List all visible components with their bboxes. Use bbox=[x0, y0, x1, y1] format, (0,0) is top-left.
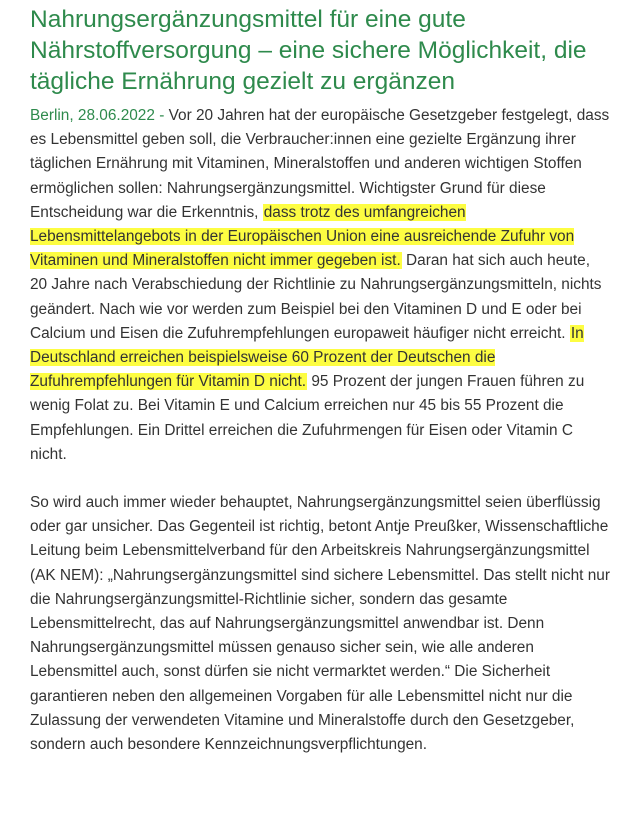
highlighted-text-1: dass trotz des umfangreichen Lebensmittelangebots in der Europäischen Union eine ausreichende Zufuhr von Vitaminen und Mineralstoffen nicht immer gegeben ist. bbox=[30, 203, 575, 270]
paragraph-1-text-b: Daran hat sich auch heute, 20 Jahre nach Verabschiedung der Richtlinie zu Nahrungsergänzungsmitteln, nichts geändert. Nach wie vor werden zum Beispiel bei den Vitaminen D und E oder bei Calcium und Eisen die Zufuhrempfehlungen europaweit häufiger nicht erreicht. bbox=[30, 252, 602, 342]
highlighted-text-2: In Deutschland erreichen beispielsweise 60 Prozent der Deutschen die Zufuhrempfehlungen für Vitamin D nicht. bbox=[30, 324, 584, 391]
paragraph-1-text-a: Vor 20 Jahren hat der europäische Gesetzgeber festgelegt, dass es Lebensmittel geben soll, die Verbraucher:innen eine gezielte Ergänzung ihrer täglichen Ernährung mit Vitaminen, Mineralstoffen und anderen wichtigen Stoffen ermöglichen sollen: Nahrungsergänzungsmittel. Wichtigster Grund für diese Entscheidung war die Erkenntnis, bbox=[30, 107, 610, 221]
paragraph-1-text-c: 95 Prozent der jungen Frauen führen zu wenig Folat zu. Bei Vitamin E und Calcium erreichen nur 45 bis 55 Prozent die Empfehlungen. Ein Drittel erreichen die Zufuhrmengen für Eisen oder Vitamin C nicht. bbox=[30, 373, 585, 463]
dateline: Berlin, 28.06.2022 - bbox=[30, 107, 165, 124]
article-paragraph-2: So wird auch immer wieder behauptet, Nahrungsergänzungsmittel seien überflüssig oder gar unsicher. Das Gegenteil ist richtig, betont Antje Preußker, Wissenschaftliche Leitung beim Lebensmittelverband für den Arbeitskreis Nahrungsergänzungsmittel (AK NEM): „Nahrungsergänzungsmittel sind sichere Lebensmittel. Das stellt nicht nur die Nahrungsergänzungsmittel-Richtlinie sicher, sondern das gesamte Lebensmittelrecht, das auf Nahrungsergänzungsmittel anwendbar ist. Denn Nahrungsergänzungsmittel müssen genauso sicher sein, wie alle anderen Lebensmittel auch, sonst dürfen sie nicht vermarktet werden.“ Die Sicherheit garantieren neben den allgemeinen Vorgaben für alle Lebensmittel nicht nur die Zulassung der verwendeten Vitamine und Mineralstoffe durch den Gesetzgeber, sondern auch besondere Kennzeichnungsverpflichtungen. bbox=[30, 494, 610, 754]
article-paragraph-1 bbox=[30, 104, 610, 467]
article-headline: Nahrungsergänzungsmittel für eine gute Nährstoffversorgung – eine sichere Möglichkeit, die tägliche Ernährung gezielt zu ergänzen bbox=[30, 6, 587, 95]
article bbox=[30, 4, 610, 757]
